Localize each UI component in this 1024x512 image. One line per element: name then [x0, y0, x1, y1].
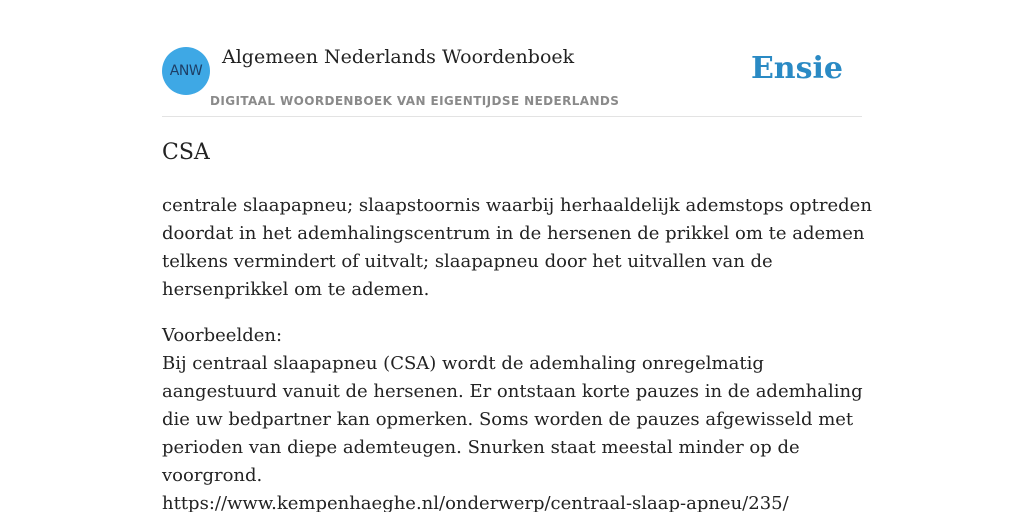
- ensie-brand-logo[interactable]: Ensie: [750, 51, 843, 86]
- site-title[interactable]: Algemeen Nederlands Woordenboek: [222, 46, 575, 68]
- site-header: [162, 46, 862, 117]
- entry-definition: centrale slaapapneu; slaapstoornis waarbij herhaaldelijk ademstops optreden doordat in het ademhalingscentrum in de hersenen de prikkel om te ademen telkens vermindert of uitvalt; slaapapneu door het uitvallen van de hersenprikkel om te ademen.: [162, 195, 872, 300]
- example-text: Bij centraal slaapapneu (CSA) wordt de ademhaling onregelmatig aangestuurd vanuit de hersenen. Er ontstaan korte pauzes in de ademhaling die uw bedpartner kan opmerken. Soms worden de pauzes afgewisseld met perioden van diepe ademteugen. Snurken staat meestal minder op de voorgrond.: [162, 353, 863, 486]
- anw-logo[interactable]: [162, 47, 210, 95]
- site-subtitle: DIGITAAL WOORDENBOEK VAN EIGENTIJDSE NEDERLANDS: [210, 94, 620, 108]
- entry-term: CSA: [162, 140, 210, 165]
- example-source: https://www.kempenhaeghe.nl/onderwerp/centraal-slaap-apneu/235/: [162, 493, 789, 512]
- entry-examples: [162, 322, 872, 512]
- examples-label: Voorbeelden:: [162, 325, 283, 346]
- anw-logo-text: ANW: [169, 63, 203, 79]
